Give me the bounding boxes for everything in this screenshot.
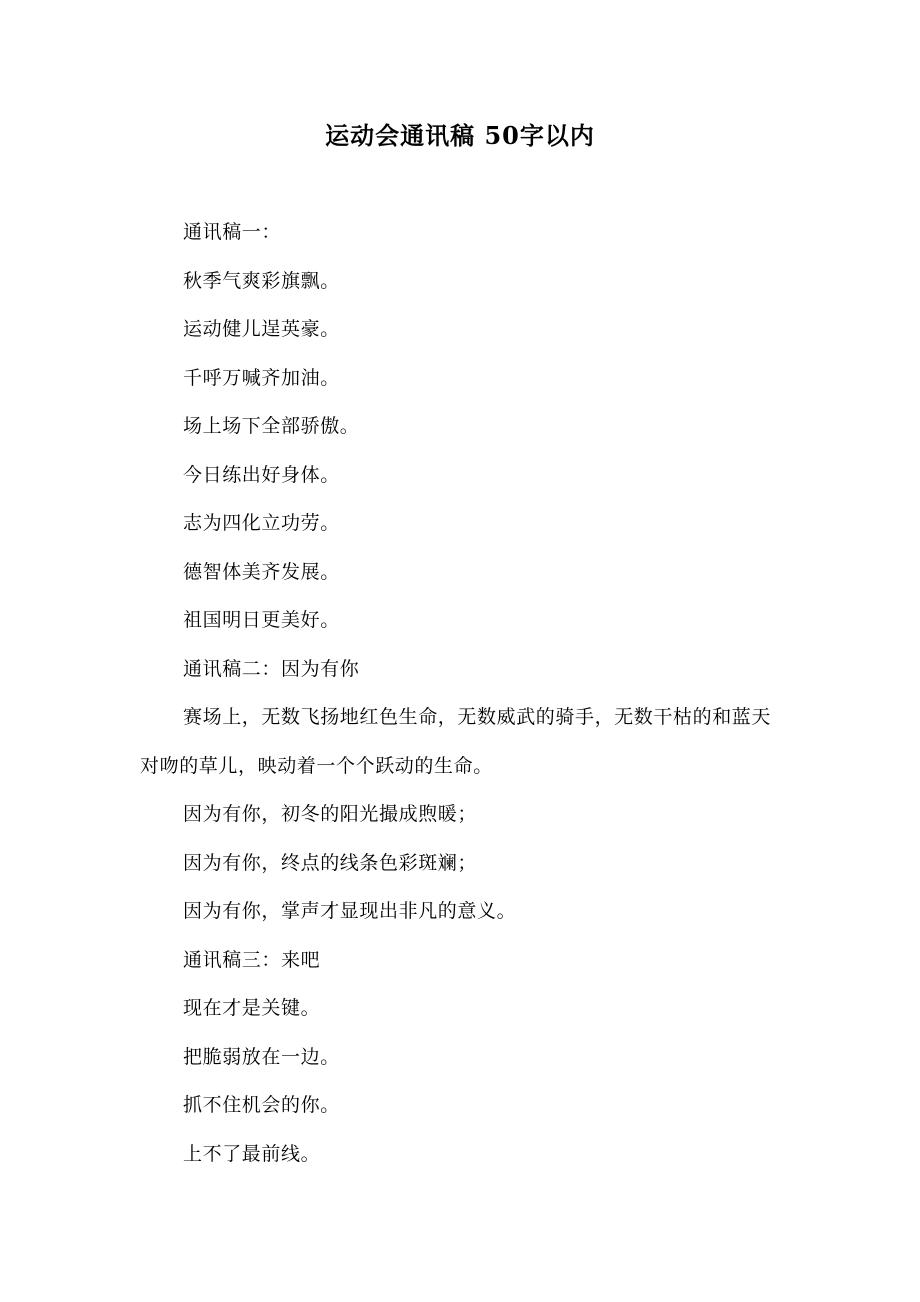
poem-line: 把脆弱放在一边。 xyxy=(183,1045,340,1068)
document-body xyxy=(140,208,790,1178)
document-title: 运动会通讯稿 50字以内 xyxy=(325,121,595,150)
poem-line: 因为有你，掌声才显现出非凡的意义。 xyxy=(183,900,517,922)
poem-line: 上不了最前线。 xyxy=(183,1142,321,1165)
poem-line: 运动健儿逞英豪。 xyxy=(183,318,340,340)
poem-line: 因为有你，初冬的阳光撮成煦暖； xyxy=(183,803,478,825)
heading-article-3: 通讯稿三：来吧 xyxy=(183,948,321,971)
poem-line: 今日练出好身体。 xyxy=(183,463,340,486)
poem-line: 千呼万喊齐加油。 xyxy=(183,366,340,389)
heading-article-2: 通讯稿二：因为有你 xyxy=(183,657,360,680)
poem-line: 现在才是关键。 xyxy=(183,997,321,1019)
poem-line: 志为四化立功劳。 xyxy=(183,512,340,534)
poem-line: 场上场下全部骄傲。 xyxy=(183,415,360,437)
poem-line: 抓不住机会的你。 xyxy=(183,1094,340,1116)
poem-line: 因为有你，终点的线条色彩斑斓； xyxy=(183,851,478,874)
poem-line: 德智体美齐发展。 xyxy=(183,560,340,583)
poem-line: 祖国明日更美好。 xyxy=(183,609,340,631)
poem-line: 秋季气爽彩旗飘。 xyxy=(183,269,340,292)
heading-article-1: 通讯稿一： xyxy=(183,221,282,243)
body-paragraph: 赛场上，无数飞扬地红色生命，无数威武的骑手，无数干枯的和蓝天对吻的草儿，映动着一个个跃动的生命。 xyxy=(140,706,772,777)
